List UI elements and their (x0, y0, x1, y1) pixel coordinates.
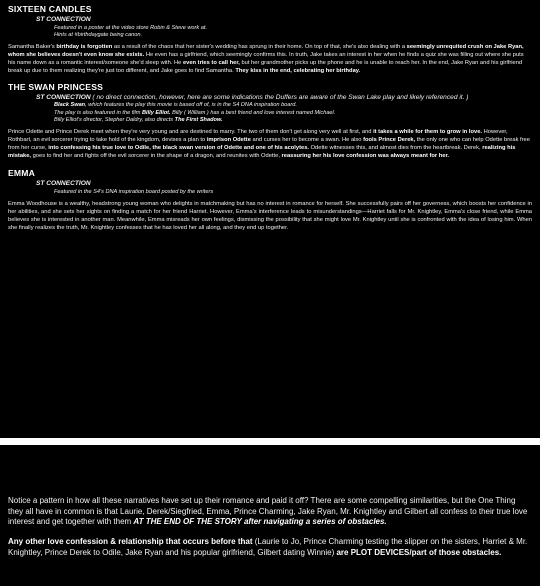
bold-text: it takes a while for them to grow in love. (373, 129, 483, 136)
section-sixteen-candles (8, 4, 532, 76)
synopsis-paragraph (8, 44, 532, 76)
text-run: goes to find her and fights off the evil sorcerer in the shape of a dragon, and reunites with Odette, (31, 153, 282, 160)
st-connection-note: ( no direct connection, however, here are some indications the Duffers are aware of the Swan Lake play and likely referenced it. ) (90, 93, 469, 101)
connection-note: Featured in the S4's DNA inspiration board posted by the writers (54, 188, 214, 195)
text-run: Billy Elliot's director, Stepher Daldry, also directs (54, 117, 175, 123)
bold-text: Billy Elliot. (142, 109, 171, 116)
text-run: The play is also featured in the film (54, 109, 142, 116)
section-title: THE SWAN PRINCESS (8, 81, 104, 92)
text-run: He even has a girlfriend, which seemingly confirms this. In truth, Jake takes an interest in her when he finds a quiz she was filling out where she puts his name down as a romantic interest/someone she'd sleep with. He (8, 52, 524, 66)
conclusion-paragraph (8, 537, 532, 558)
connection-note (54, 110, 532, 117)
bold-text: Black Swan (54, 102, 86, 109)
section-divider (0, 438, 540, 445)
bold-text: Any other love confession & relationship that occurs before that (8, 537, 253, 547)
bold-text: birthday is forgotten (56, 44, 113, 51)
bold-text: seemingly unrequited crush on Jake Ryan, whom she believes doesn't even know she exists. (8, 44, 524, 59)
synopsis-paragraph (8, 129, 532, 161)
text-run: and curses her to become a swan. He also (250, 137, 364, 144)
connection-note (54, 102, 532, 109)
section-title: EMMA (8, 168, 36, 179)
bold-text: into confessing his true love to Odile, the black swan version of Odette and one of his acolytes. (48, 145, 309, 152)
bold-text: reassuring her his love confession was always meant for her. (281, 153, 449, 160)
bold-text: The First Shadow. (174, 117, 223, 123)
bold-italic-text: AT THE END OF THE STORY after navigating a series of obstacles. (133, 517, 387, 527)
st-label-text: ST CONNECTION (36, 93, 91, 101)
st-connection-label (36, 94, 532, 103)
conclusion (8, 496, 532, 559)
connection-note: Featured in a poster at the video store Robin & Steve work at. (54, 24, 207, 31)
connection-note: Hints at #birthdaygate being canon. (54, 31, 143, 38)
text-run: However, Rothbart, an evil sorcerer trying to take hold of the kingdom, devises a plan to (8, 129, 508, 144)
text-run: Notice a pattern in how all these narratives have set up their romance and paid it off? There are some compelling similarities, but the One Thing they all have in common is that Laurie, Derek/Siegfried, Emma, Prince Charming, Jake Ryan, Mr. Knightley and Gilbert all confess to their true love interest and get together with them (8, 496, 528, 527)
document-body (0, 0, 540, 233)
bold-text: even tries to call her, (182, 60, 240, 66)
text-run: (Laurie to Jo, Prince Charming testing the slipper on the sisters, Harriet & Mr. Knightley, Prince Derek to Odile, Jake Ryan and his popular girlfriend, Gilbert dating Winnie) (8, 537, 528, 557)
text-run: Samantha Baker's (8, 44, 57, 51)
text-run: Prince Odette and Prince Derek meet when they're very young and are destined to marry. The two of them don't get along very well at first, and (8, 129, 374, 136)
bold-text: fools Prince Derek, (363, 137, 416, 144)
text-run: the only one who can help Odette break free from her curse, (8, 137, 530, 152)
st-connection-label: ST CONNECTION (36, 180, 91, 188)
bold-text: realizing his mistake, (8, 145, 516, 160)
bold-text: imprison Odette (206, 137, 251, 144)
bold-text: are PLOT DEVICES/part of those obstacles. (336, 547, 502, 557)
section-emma (8, 168, 532, 233)
section-title: SIXTEEN CANDLES (8, 4, 92, 14)
section-swan-princess (8, 82, 532, 161)
text-run: Billy ( William ) has a best friend and love interest named Michael. (170, 109, 336, 116)
text-run: Odette witnesses this, and almost dies from the heartbreak. Derek, (308, 145, 483, 152)
text-run: , which features the play this movie is based off of, is in the S4 DNA inspiration board. (85, 102, 297, 109)
connection-note (54, 117, 532, 124)
conclusion-paragraph (8, 496, 532, 528)
synopsis-paragraph: Emma Woodhouse is a wealthy, headstrong young woman who delights in matchmaking but has no interest in romance for herself. She successfully pairs off her governess, which boosts her confidence in her abilities, and she sets her sights on finding a match for her friend Harriet. However, Emma's interference leads to misunderstandings—Harriet falls for Mr. Knightley, Emma's close friend, while Emma believes she is interested in another man. Meanwhile, Emma misreads her own feelings, dismissing the possibility that she might love Mr. Knightley until she is confronted with the idea of losing him. When she finally realizes the truth, Mr. Knightley confesses that he has loved her all along, and they end up together. (8, 200, 532, 231)
st-connection-label: ST CONNECTION (36, 16, 91, 23)
text-run: as a result of the chaos that her sister's wedding has sprung in their home. On top of that, she's also dealing with a (112, 44, 407, 51)
text-run: but her grandmother picks up the phone and he is unable to reach her. In the end, Jake Ryan and his girlfriend break up due to them realizing they're just too different, and Jake goes to find Samantha. (8, 60, 523, 74)
bold-text: They kiss in the end, celebrating her birthday. (235, 67, 361, 74)
